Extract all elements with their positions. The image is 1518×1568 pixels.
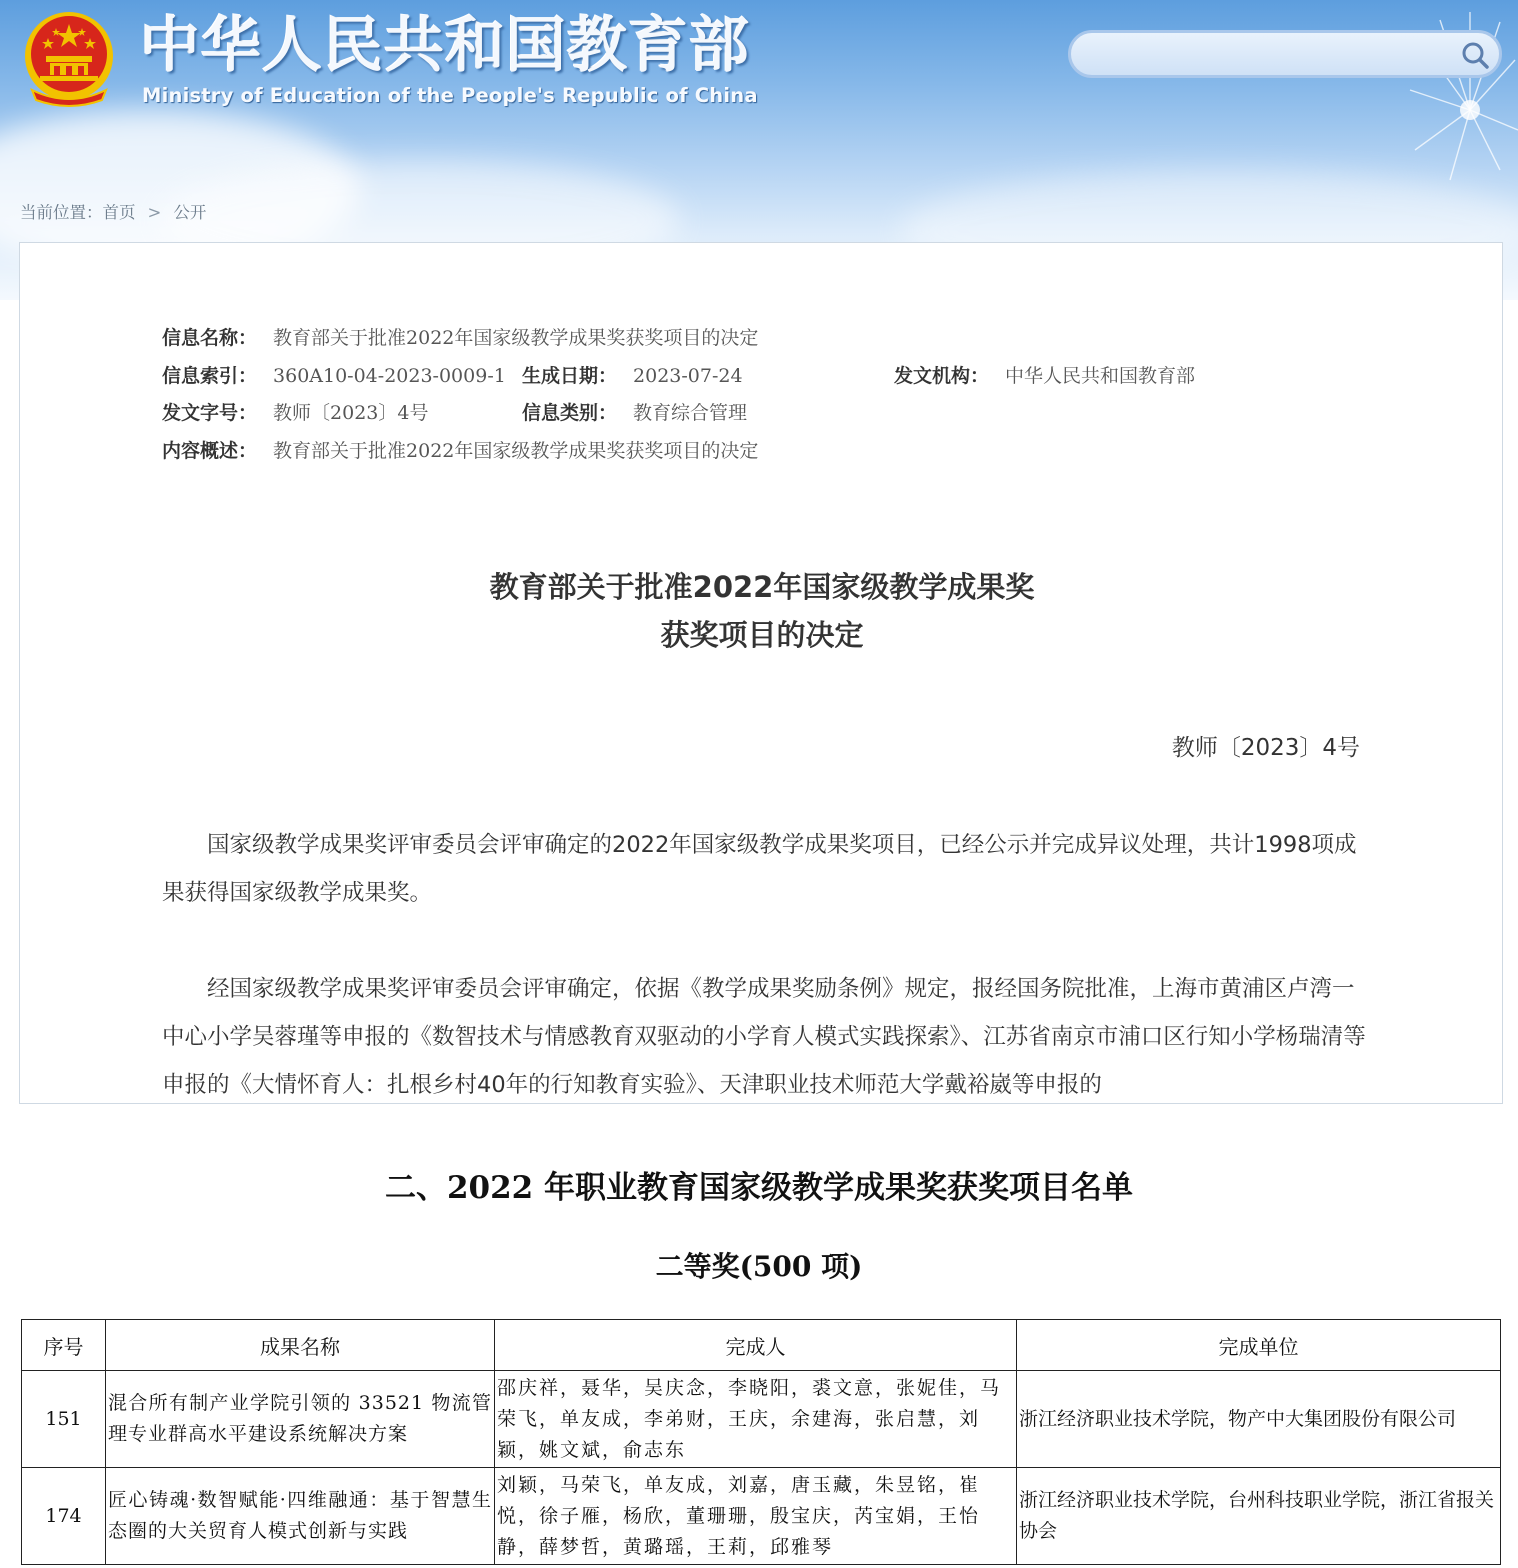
meta-index-row: [162, 361, 506, 388]
list-title: 二、2022 年职业教育国家级教学成果奖获奖项目名单: [384, 1170, 1134, 1206]
meta-org-label: 发文机构：: [894, 365, 990, 387]
column-header-people: 完成人: [495, 1320, 1017, 1371]
cell-no: 174: [22, 1468, 106, 1565]
article-paragraph: 经国家级教学成果奖评审委员会评审确定，依据《教学成果奖励条例》规定，报经国务院批准，上海市黄浦区卢湾一中心小学吴蓉瑾等申报的《数智技术与情感教育双驱动的小学育人模式实践探索》、江苏省南京市浦口区行知小学杨瑞清等申报的《大情怀育人：扎根乡村40年的行知教育实验》、天津职业技术师范大学戴裕崴等申报的: [162, 976, 1366, 1098]
meta-name-value: 教育部关于批准2022年国家级教学成果奖获奖项目的决定: [273, 327, 759, 349]
cell-name: 混合所有制产业学院引领的 33521 物流管理专业群高水平建设系统解决方案: [106, 1371, 495, 1468]
national-emblem-icon: [22, 8, 116, 108]
column-header-no: 序号: [22, 1320, 106, 1371]
meta-summary-row: [162, 436, 758, 463]
meta-category-row: [522, 398, 747, 425]
search-icon: [1457, 37, 1493, 73]
meta-date-label: 生成日期：: [522, 365, 618, 387]
meta-date-row: [522, 361, 743, 388]
article-paragraph: 国家级教学成果奖评审委员会评审确定的2022年国家级教学成果奖项目，已经公示并完成异议处理，共计1998项成果获得国家级教学成果奖。: [162, 832, 1357, 906]
search-button[interactable]: [1457, 37, 1493, 73]
search-box: [1068, 30, 1502, 78]
document-number: 教师〔2023〕4号: [1171, 735, 1360, 761]
meta-index-value: 360A10-04-2023-0009-1: [273, 365, 506, 387]
meta-docno-label: 发文字号：: [162, 402, 258, 424]
cell-people: 刘颖，马荣飞，单友成，刘嘉，唐玉藏，朱昱铭，崔悦，徐子雁，杨欣，董珊珊，殷宝庆，芮宝娟，王怡静，薛梦哲，黄璐瑶，王莉，邱雅琴: [495, 1468, 1017, 1565]
chevron-right-icon: >: [147, 203, 162, 222]
meta-date-value: 2023-07-24: [633, 365, 743, 387]
table-row: [22, 1371, 1501, 1468]
cell-units: 浙江经济职业技术学院，物产中大集团股份有限公司: [1017, 1371, 1501, 1468]
search-input[interactable]: [1089, 41, 1453, 71]
article-panel: [19, 242, 1503, 1104]
cell-people: 邵庆祥，聂华，吴庆念，李晓阳，裘文意，张妮佳，马荣飞，单友成，李弟财，王庆，余建海，张启慧，刘颖，姚文斌，俞志东: [495, 1371, 1017, 1468]
meta-docno-value: 教师〔2023〕4号: [273, 402, 429, 424]
article-title-line1: 教育部关于批准2022年国家级教学成果奖: [489, 570, 1035, 604]
article-title-line2: 获奖项目的决定: [660, 618, 864, 652]
meta-org-row: [894, 361, 1195, 388]
meta-name-row: [162, 323, 758, 350]
meta-category-label: 信息类别：: [522, 402, 618, 424]
site-title-en: Ministry of Education of the People's Republic of China: [142, 84, 758, 107]
meta-category-value: 教育综合管理: [633, 402, 748, 424]
cell-units: 浙江经济职业技术学院，台州科技职业学院，浙江省报关协会: [1017, 1468, 1501, 1565]
cell-no: 151: [22, 1371, 106, 1468]
meta-summary-label: 内容概述：: [162, 440, 258, 462]
meta-name-label: 信息名称：: [162, 327, 258, 349]
meta-summary-value: 教育部关于批准2022年国家级教学成果奖获奖项目的决定: [273, 440, 759, 462]
meta-org-value: 中华人民共和国教育部: [1005, 365, 1196, 387]
table-row: [22, 1468, 1501, 1565]
meta-docno-row: [162, 398, 428, 425]
column-header-units: 完成单位: [1017, 1320, 1501, 1371]
breadcrumb-label: 当前位置：: [20, 203, 103, 222]
site-title-cn: 中华人民共和国教育部: [140, 11, 750, 81]
breadcrumb: [20, 199, 218, 223]
article-title: [20, 563, 1503, 659]
table-header-row: [22, 1320, 1501, 1371]
column-header-name: 成果名称: [106, 1320, 495, 1371]
breadcrumb-current-link[interactable]: 公开: [173, 203, 207, 222]
list-subtitle: 二等奖(500 项): [655, 1250, 863, 1283]
awards-table: [21, 1319, 1501, 1565]
meta-index-label: 信息索引：: [162, 365, 258, 387]
breadcrumb-home-link[interactable]: 首页: [102, 203, 136, 222]
cell-name: 匠心铸魂·数智赋能·四维融通：基于智慧生态圈的大关贸育人模式创新与实践: [106, 1468, 495, 1565]
